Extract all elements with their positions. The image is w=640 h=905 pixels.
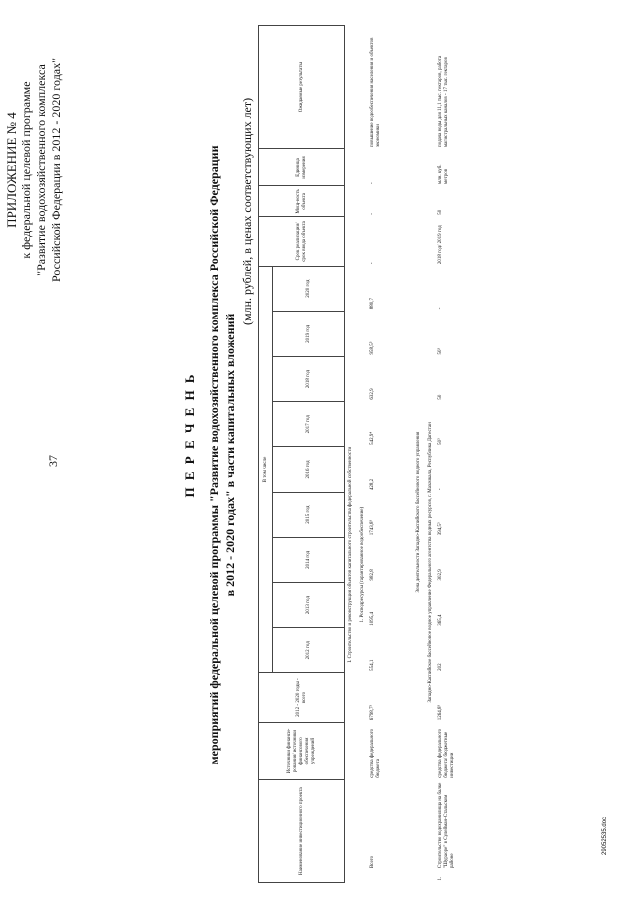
header-2014: 2014 год	[273, 537, 345, 582]
header-source: Источники финанси-рования/ источники финансового обеспечения учреждений	[259, 722, 345, 780]
appendix-line2: к федеральной целевой программе	[19, 81, 33, 259]
header-unit: Единица измерения	[259, 149, 345, 186]
cell-2012: 554,1	[370, 659, 375, 671]
header-total: 2012 - 2020 годы - всего	[259, 673, 345, 722]
cell-2016: 428,2	[370, 478, 375, 491]
cell-2016: -	[438, 488, 443, 491]
cell-2019: 50³	[438, 347, 443, 355]
cell-result: повышение водообеспечения населения и объектов экономики	[370, 37, 381, 147]
row-source: средства федерального бюджета/ бюджетные инвестиции	[438, 728, 455, 778]
row-number: 1.	[438, 876, 443, 881]
cell-2018: 50	[438, 394, 443, 400]
cell-2013: 365,4	[438, 614, 443, 626]
header-2012: 2012 год	[273, 628, 345, 673]
appendix-title: ПРИЛОЖЕНИЕ № 4	[4, 112, 19, 228]
row-total: 6798,7³	[370, 704, 375, 721]
table-row	[369, 26, 413, 883]
header-2016: 2016 год	[273, 447, 345, 492]
header-capacity: Мощ-ность объекта	[259, 186, 345, 217]
cell-unit: млн. куб. метров	[438, 164, 449, 184]
appendix-block	[4, 5, 64, 335]
cell-term: 2018 год/ 2019 год	[438, 225, 443, 265]
header-term: Срок реализации/ срок ввода объекта	[259, 217, 345, 266]
page-number: 37	[46, 455, 60, 467]
cell-2014: 302,9	[438, 569, 443, 581]
cell-2014: 982,8	[370, 569, 375, 581]
header-2017: 2017 год	[273, 402, 345, 447]
cell-2018: 632,9	[370, 388, 375, 400]
cell-2017: 542,9⁴	[370, 431, 375, 445]
header-2013: 2013 год	[273, 582, 345, 627]
file-name: 29052535.doc	[602, 816, 608, 855]
row-source: средства федерального бюджета	[370, 728, 381, 778]
cell-unit: -	[370, 182, 375, 184]
capital-investment-table	[258, 25, 507, 883]
appendix-line3: "Развитие водохозяйственного комплекса	[34, 64, 48, 276]
cell-2015: 1743,8³	[370, 520, 375, 536]
header-2020: 2020 год	[273, 266, 345, 311]
cell-2020: -	[438, 307, 443, 310]
cell-2012: 202	[438, 663, 443, 671]
row-name: Строительство водохранилища на балке "Шураоре" в Сулейман-Стальском районе	[438, 782, 455, 869]
header-result: Ожидаемые результаты	[259, 26, 345, 149]
header-2015: 2015 год	[273, 492, 345, 537]
cell-2017: 50³	[438, 438, 443, 445]
cell-term: -	[370, 262, 375, 265]
zone-heading: Зона деятельности Западно-Каспийского бассейнового водного управления	[416, 431, 421, 593]
cell-capacity: 50	[438, 209, 443, 215]
header-2018: 2018 год	[273, 356, 345, 401]
document-subtitle	[206, 65, 238, 845]
agency-heading: Западно-Каспийское бассейновое водное управление Федерального агентства водных ресурсов, г. Махачкала, Республика Дагестан	[428, 422, 433, 703]
cell-result: подача воды для 11,1 тыс. гектаров, работа магистральных каналов - 17 тыс. гектаров	[438, 55, 449, 147]
header-project-name: Наименование инвестиционного проекта	[259, 780, 345, 883]
cell-2013: 1095,4	[370, 611, 375, 626]
subtitle-line1: мероприятий федеральной целевой программы "Развитие водохозяйственного комплекса Российской Федерации	[207, 145, 221, 765]
cell-2020: 880,7	[370, 298, 375, 310]
units-note: (млн. рублей, в ценах соответствующих лет)	[240, 97, 254, 325]
subtitle-line2: в 2012 - 2020 годах" в части капитальных вложений	[223, 313, 237, 597]
section-heading: I. Строительство и реконструкция объектов капитального строительства федеральной собственности	[348, 446, 353, 663]
subsection-heading: 1. Росводресурсы (гарантированное водообеспечение)	[360, 506, 365, 623]
header-2019: 2019 год	[273, 311, 345, 356]
table-row	[437, 26, 507, 883]
header-including: В том числе	[259, 266, 273, 673]
cell-2015: 394,5³	[438, 522, 443, 536]
appendix-line4: Российской Федерации в 2012 - 2020 годах"	[49, 57, 63, 283]
cell-2019: 958,5⁵	[370, 341, 375, 355]
row-name: Всего	[370, 855, 375, 869]
document-title: П Е Р Е Ч Е Н Ь	[182, 372, 197, 498]
row-total: 1264,8³	[438, 704, 443, 721]
cell-capacity: -	[370, 213, 375, 215]
